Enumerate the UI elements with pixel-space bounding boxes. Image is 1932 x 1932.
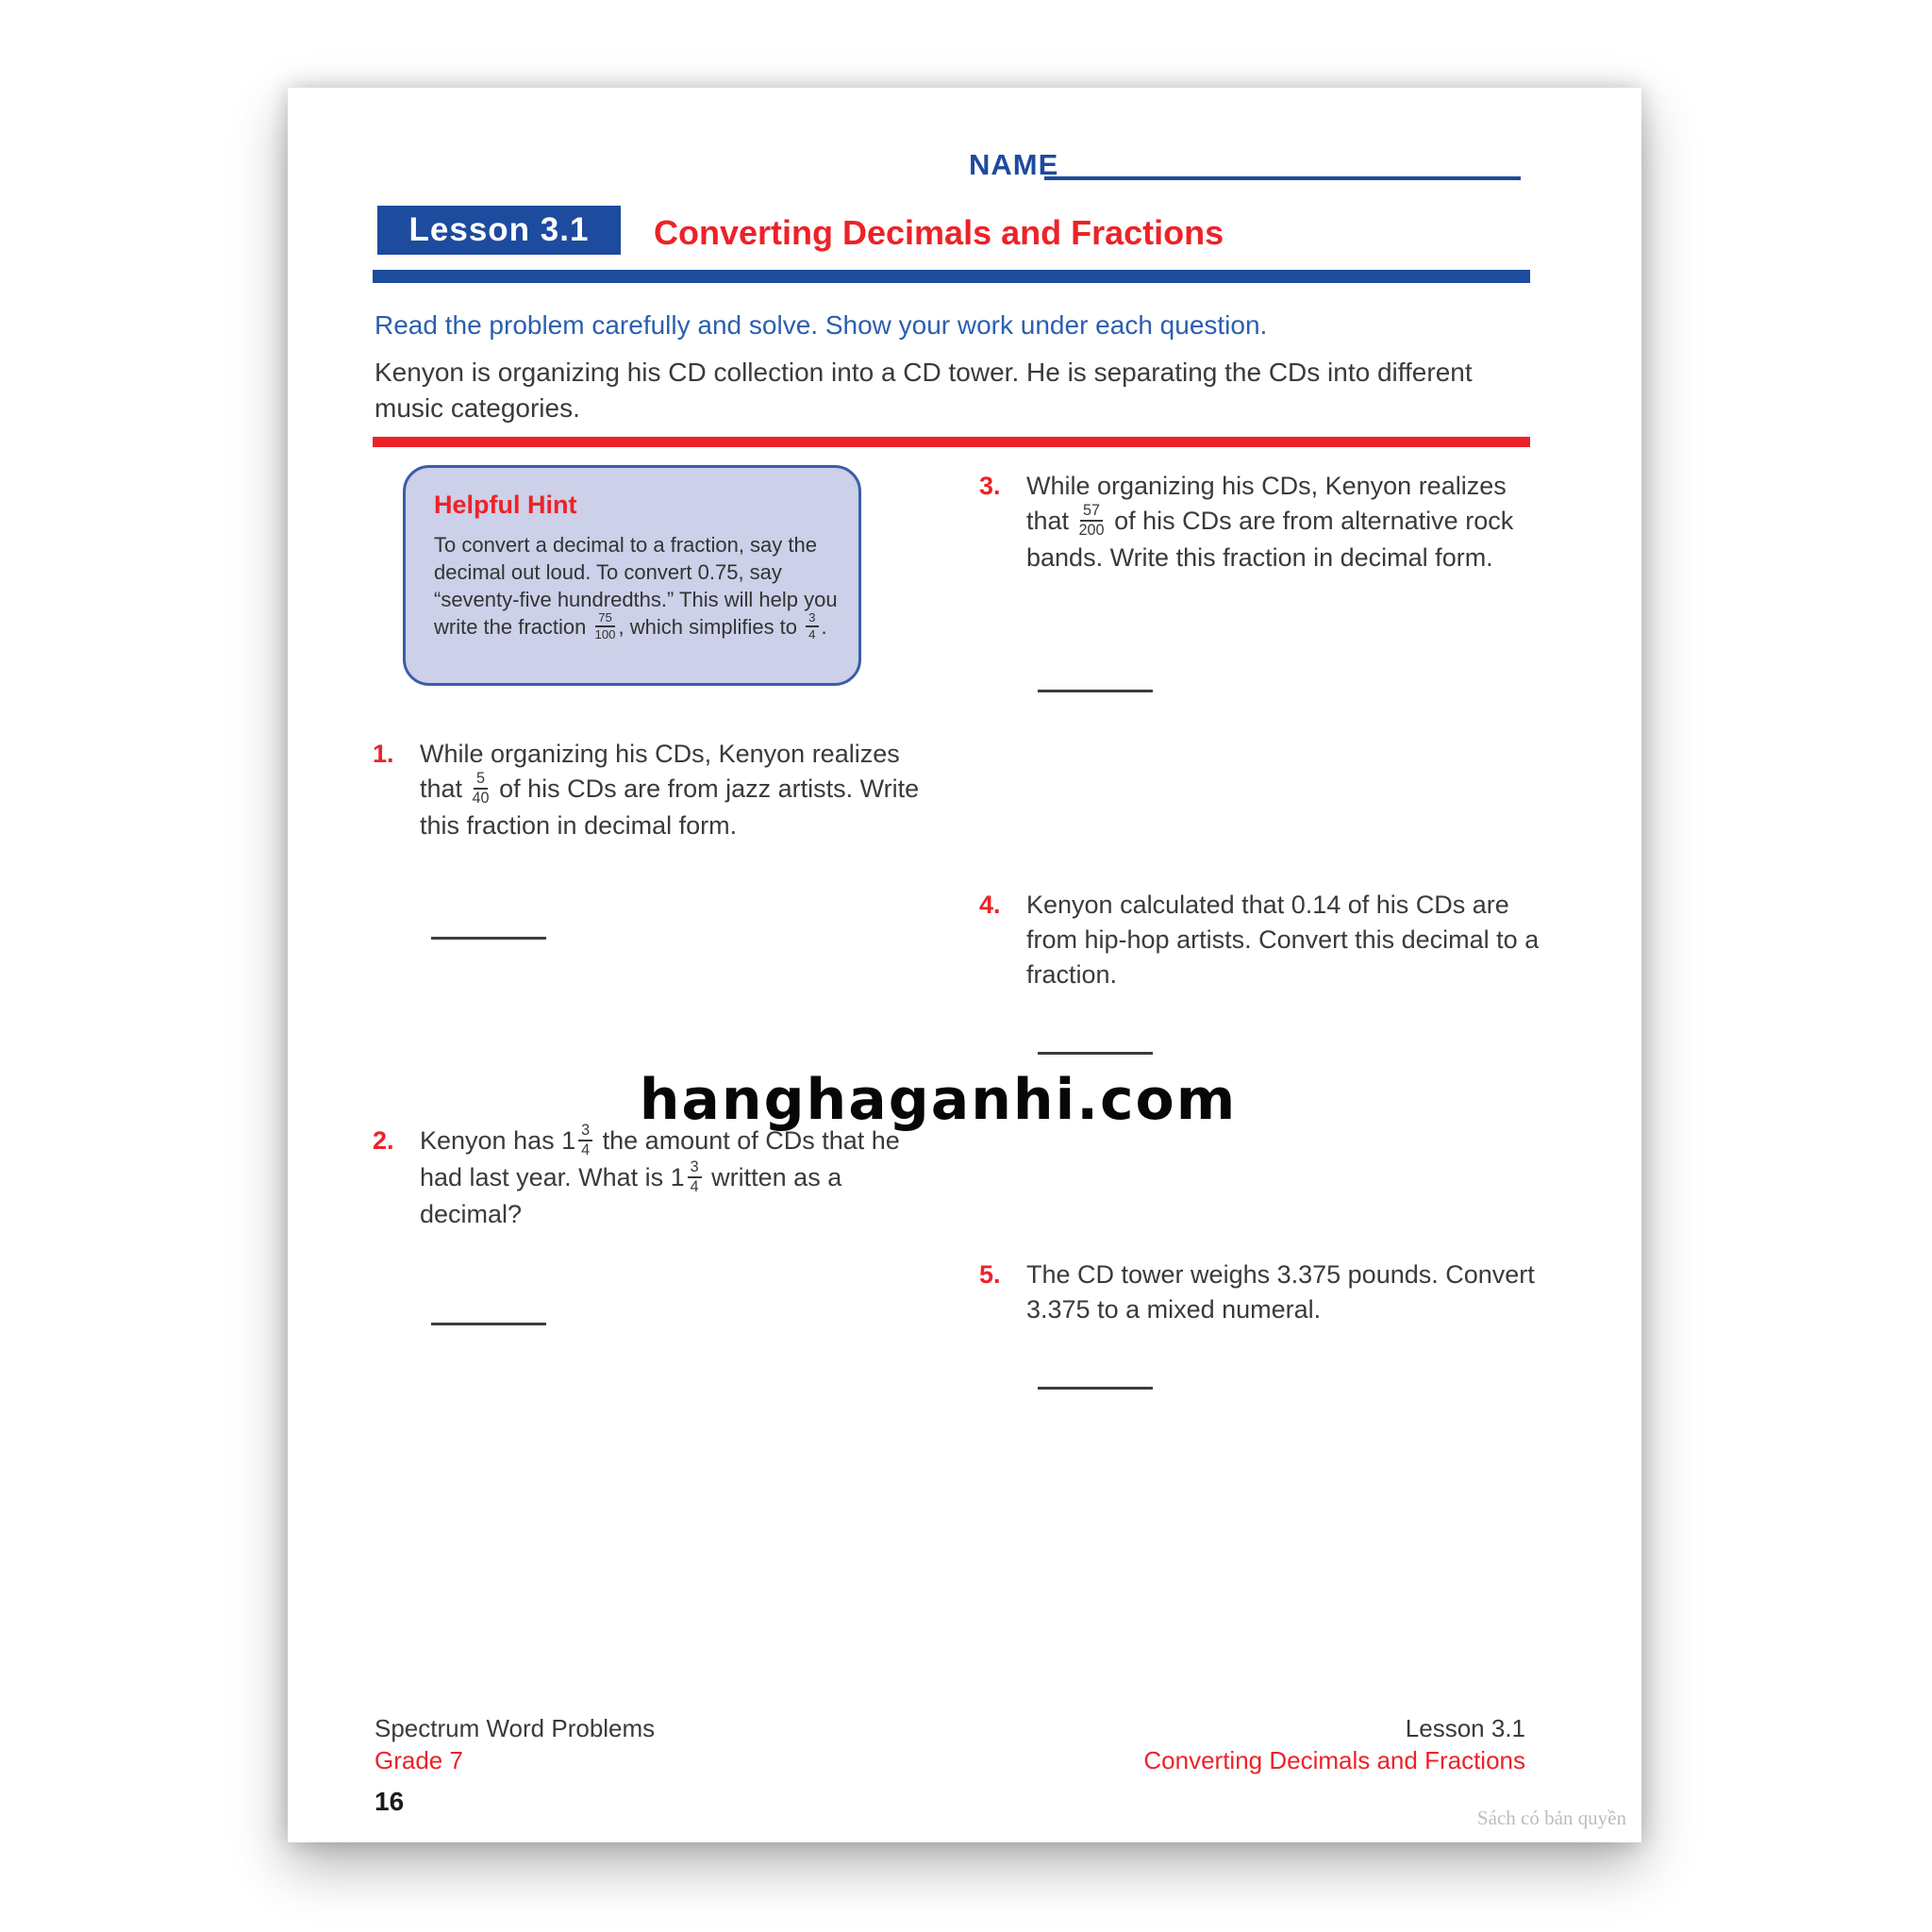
problem-5-number: 5. [979, 1260, 1001, 1289]
name-label: NAME [969, 148, 1059, 181]
page-number: 16 [375, 1787, 405, 1816]
problem-2-answer-line [431, 1323, 546, 1325]
lesson-title: Converting Decimals and Fractions [654, 213, 1224, 252]
lesson-badge: Lesson 3.1 [377, 206, 621, 255]
problem-4-answer-line [1038, 1052, 1153, 1055]
instruction-text: Read the problem carefully and solve. Show your work under each question. [375, 310, 1268, 340]
problem-3 [979, 469, 1550, 575]
helpful-hint-body: To convert a decimal to a fraction, say the decimal out loud. To convert 0.75, say “seventy-five hundredths.” This will help you write the fraction $\frac{75}{100}$ , which simplifies to $\frac{3}{4}$ . [434, 533, 838, 642]
problem-1-text: While organizing his CDs, Kenyon realizes that $\frac{5}{40}$ of his CDs are from jazz artists. Write this fraction in decimal form. [420, 740, 920, 840]
problem-5-text: The CD tower weighs 3.375 pounds. Convert 3.375 to a mixed numeral. [1026, 1260, 1535, 1324]
problem-2-number: 2. [373, 1126, 394, 1155]
footer-book-title: Spectrum Word Problems [375, 1714, 656, 1742]
problem-3-number: 3. [979, 472, 1001, 500]
problem-1 [373, 737, 943, 843]
fraction: $\frac{3}{4}$ [688, 1159, 702, 1195]
fraction: $\frac{75}{100}$ [594, 610, 616, 642]
footer-left [375, 1712, 655, 1818]
problem-3-text: While organizing his CDs, Kenyon realizes that $\frac{57}{200}$ of his CDs are from alternative rock bands. Write this fraction in decimal form. [1026, 472, 1514, 572]
footer-grade: Grade 7 [375, 1746, 463, 1774]
fraction: $\frac{3}{4}$ [806, 611, 818, 641]
copyright-note: Sách có bản quyền [1476, 1807, 1626, 1829]
footer-lesson: Lesson 3.1 [1405, 1714, 1525, 1742]
problem-5 [979, 1257, 1550, 1327]
fraction: $\frac{57}{200}$ [1078, 501, 1105, 539]
problem-5-answer-line [1038, 1387, 1153, 1390]
problem-3-answer-line [1038, 690, 1153, 692]
problem-2-text: Kenyon has 1 $\frac{3}{4}$ the amount of CDs that he had last year. What is 1 $\frac{3}{4}$ written as a decimal? [420, 1121, 900, 1228]
helpful-hint-title: Helpful Hint [434, 491, 577, 519]
footer-right [1143, 1712, 1525, 1776]
fraction: $\frac{3}{4}$ [578, 1123, 592, 1158]
intro-paragraph: Kenyon is organizing his CD collection into a CD tower. He is separating the CDs into different music categories. [375, 358, 1473, 423]
problem-4-text: Kenyon calculated that 0.14 of his CDs are from hip-hop artists. Convert this decimal to a fraction. [1026, 891, 1540, 989]
problem-2 [373, 1121, 943, 1232]
blue-divider-rule [373, 270, 1530, 283]
watermark-text: hanghaganhi.com [639, 1067, 1238, 1133]
fraction: $\frac{5}{40}$ [472, 769, 490, 807]
name-blank-line [1044, 146, 1521, 180]
red-divider-rule [373, 437, 1530, 447]
problem-4 [979, 888, 1550, 992]
problem-1-number: 1. [373, 740, 394, 768]
worksheet-page [288, 88, 1641, 1842]
problem-4-number: 4. [979, 891, 1001, 919]
problem-1-answer-line [431, 937, 546, 940]
footer-lesson-name: Converting Decimals and Fractions [1143, 1746, 1525, 1774]
helpful-hint-box [403, 465, 861, 686]
